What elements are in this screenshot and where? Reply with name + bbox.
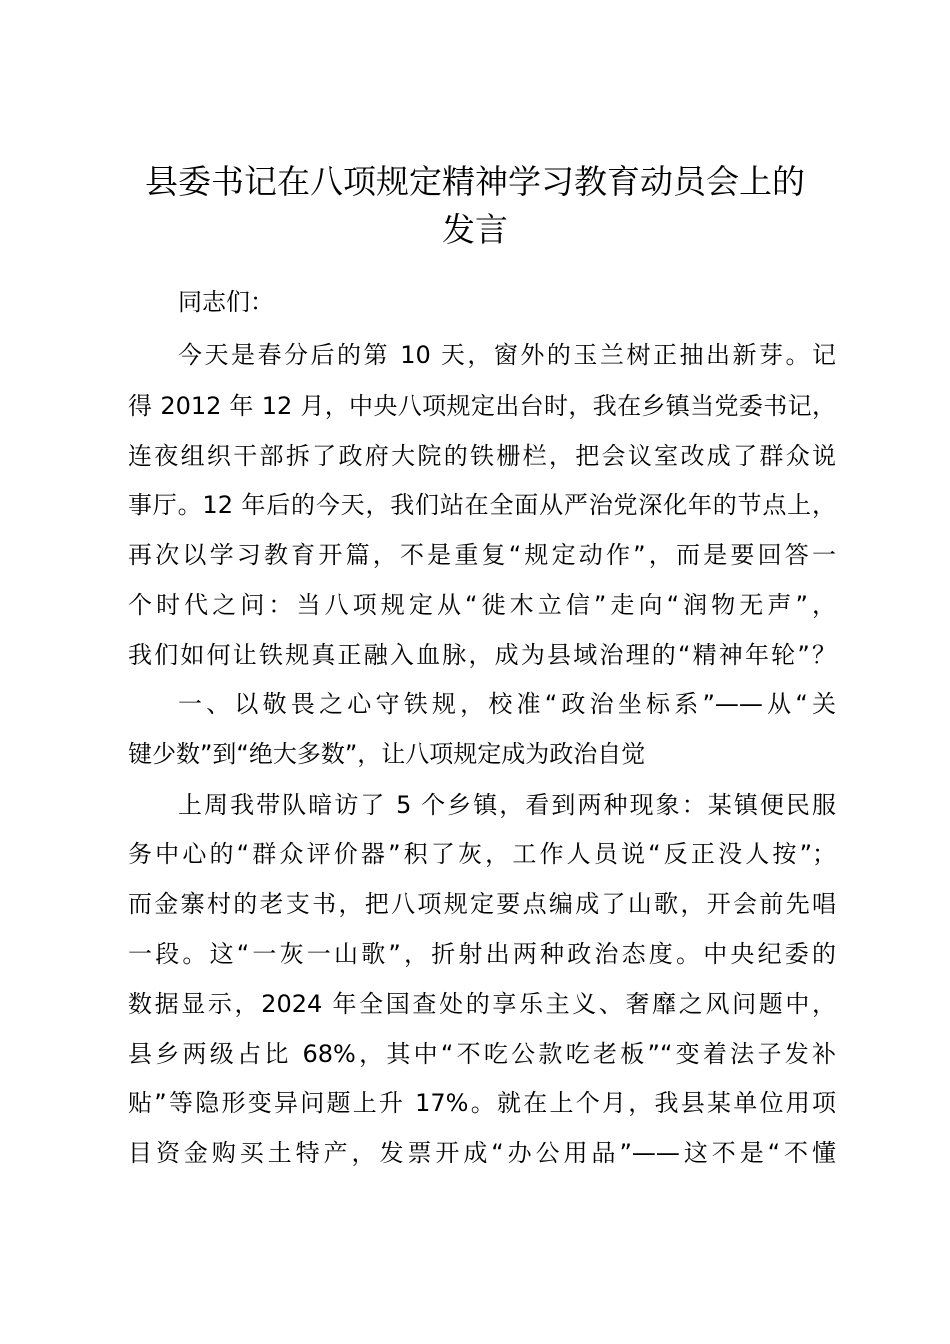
paragraph-1-line-1: 今天是春分后的第 10 天，窗外的玉兰树正抽出新芽。记 [178,341,836,369]
section-heading-1-line-1: 一、以敬畏之心守铁规，校准“政治坐标系”——从“关 [178,690,836,718]
section-heading-1-line-2: 键少数”到“绝大多数”，让八项规定成为政治自觉 [128,740,646,768]
paragraph-2-line-8: 目资金购买土特产，发票开成“办公用品”——这不是“不懂 [128,1139,836,1167]
document-title-line-2: 发言 [442,210,508,249]
paragraph-2-line-3: 而金寨村的老支书，把八项规定要点编成了山歌，开会前先唱 [128,890,836,918]
paragraph-2-line-2: 务中心的“群众评价器”积了灰，工作人员说“反正没人按”； [128,840,836,868]
document-title-line-1: 县委书记在八项规定精神学习教育动员会上的 [145,162,805,201]
paragraph-2-line-5: 数据显示，2024 年全国查处的享乐主义、奢靡之风问题中， [128,990,836,1018]
paragraph-1-line-2: 得 2012 年 12 月，中央八项规定出台时，我在乡镇当党委书记， [128,392,836,420]
paragraph-2-line-6: 县乡两级占比 68%，其中“不吃公款吃老板”“变着法子发补 [128,1040,836,1068]
paragraph-2-line-4: 一段。这“一灰一山歌”，折射出两种政治态度。中央纪委的 [128,940,836,968]
paragraph-1-line-3: 连夜组织干部拆了政府大院的铁栅栏，把会议室改成了群众说 [128,442,836,470]
paragraph-1-line-5: 再次以学习教育开篇，不是重复“规定动作”，而是要回答一 [128,541,836,569]
paragraph-1-line-4: 事厅。12 年后的今天，我们站在全面从严治党深化年的节点上， [128,491,836,519]
paragraph-1-line-7: 我们如何让铁规真正融入血脉，成为县域治理的“精神年轮”？ [128,641,836,669]
paragraph-1-line-6: 个时代之问：当八项规定从“徙木立信”走向“润物无声”， [128,591,836,619]
salutation: 同志们： [178,288,274,316]
paragraph-2-line-1: 上周我带队暗访了 5 个乡镇，看到两种现象：某镇便民服 [178,791,836,819]
paragraph-2-line-7: 贴”等隐形变异问题上升 17%。就在上个月，我县某单位用项 [128,1089,836,1117]
